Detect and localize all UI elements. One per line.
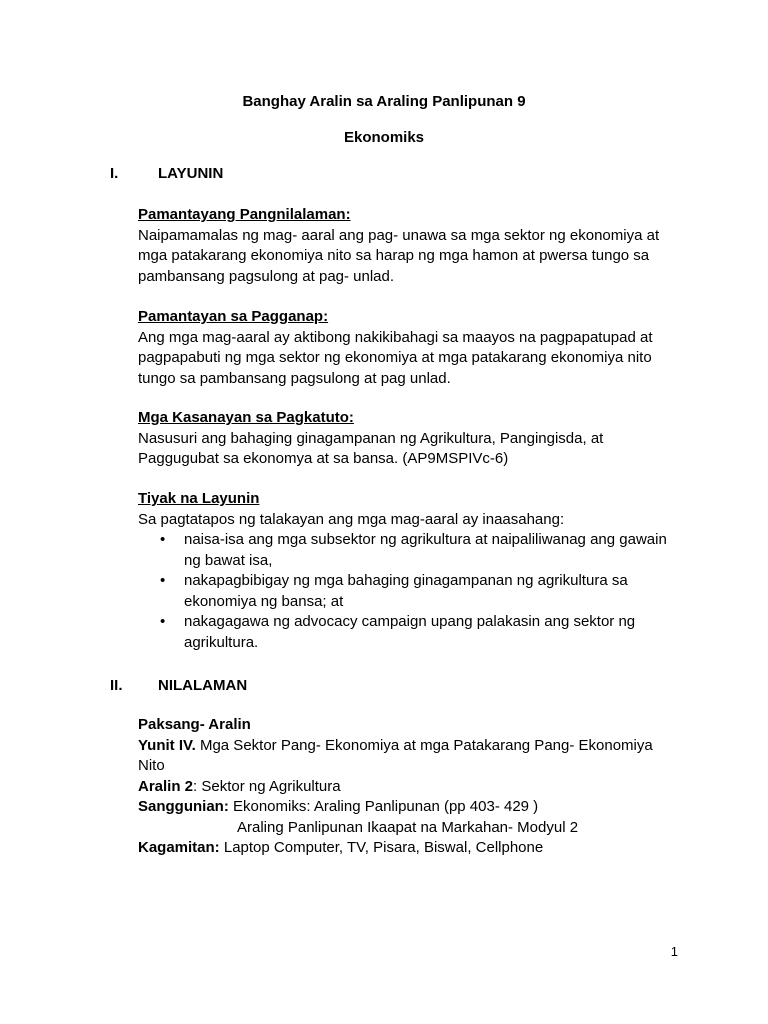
bullet-icon: •	[160, 531, 166, 548]
nilalaman-details	[138, 715, 678, 859]
mga-kasanayan	[138, 408, 678, 470]
section-2-numeral: II.	[110, 677, 123, 694]
pamantayan-sa-pagganap-title: Pamantayan sa Pagganap:	[138, 308, 329, 325]
document-title: Banghay Aralin sa Araling Panlipunan 9	[242, 93, 526, 110]
pamantayang-pangnilalaman-text: Naipamamalas ng mag- aaral ang pag- unawa sa mga sektor ng ekonomiya at mga patakarang ekonomiya nito sa harap ng mga hamon at pwersa tungo sa pambansang pagsulong at pag- unlad.	[138, 226, 660, 285]
yunit-line: Yunit IV. Mga Sektor Pang- Ekonomiya at mga Patakarang Pang- Ekonomiya Nito	[138, 736, 653, 774]
list-item: • naisa-isa ang mga subsektor ng agrikultura at naipaliliwanag ang gawain ng bawat isa,	[160, 531, 667, 569]
mga-kasanayan-text: Nasusuri ang bahaging ginagampanan ng Agrikultura, Pangingisda, at Paggugubat sa ekonomya at sa bansa. (AP9MSPIVc-6)	[138, 429, 604, 467]
bullet-icon: •	[160, 613, 166, 630]
sanggunian-line-2: Araling Panlipunan Ikaapat na Markahan- Modyul 2	[237, 818, 579, 836]
tiyak-na-layunin-intro: Sa pagtatapos ng talakayan ang mga mag-aaral ay inaasahang:	[138, 510, 565, 528]
document-subtitle: Ekonomiks	[343, 129, 425, 146]
bullet-icon: •	[160, 572, 166, 589]
sanggunian-line: Sanggunian: Ekonomiks: Araling Panlipunan (pp 403- 429 )	[138, 798, 539, 815]
mga-kasanayan-title: Mga Kasanayan sa Pagkatuto:	[138, 409, 354, 426]
section-1-heading: LAYUNIN	[158, 165, 224, 182]
paksang-aralin: Paksang- Aralin	[138, 716, 251, 733]
aralin-line: Aralin 2: Sektor ng Agrikultura	[138, 777, 341, 795]
tiyak-na-layunin	[138, 489, 678, 653]
objectives-list	[138, 530, 678, 653]
list-item: • nakagagawa ng advocacy campaign upang palakasin ang sektor ng agrikultura.	[160, 613, 636, 651]
pamantayan-sa-pagganap	[138, 307, 678, 389]
kagamitan-line: Kagamitan: Laptop Computer, TV, Pisara, Biswal, Cellphone	[138, 839, 544, 856]
pamantayan-sa-pagganap-text: Ang mga mag-aaral ay aktibong nakikibahagi sa maayos na pagpapatupad at pagpapabuti ng mga sektor ng ekonomiya at mga patakarang ekonomiya nito tungo sa pambansang pagsulong at pag unlad.	[138, 328, 653, 387]
pamantayang-pangnilalaman	[138, 205, 678, 287]
tiyak-na-layunin-title: Tiyak na Layunin	[138, 490, 260, 507]
page-number: 1	[670, 944, 678, 959]
pamantayang-pangnilalaman-title: Pamantayang Pangnilalaman:	[138, 206, 351, 223]
section-2-heading: NILALAMAN	[158, 677, 248, 694]
list-item: • nakapagbibigay ng mga bahaging ginagampanan ng agrikultura sa ekonomiya ng bansa; at	[160, 572, 628, 610]
section-1-numeral: I.	[110, 165, 119, 182]
